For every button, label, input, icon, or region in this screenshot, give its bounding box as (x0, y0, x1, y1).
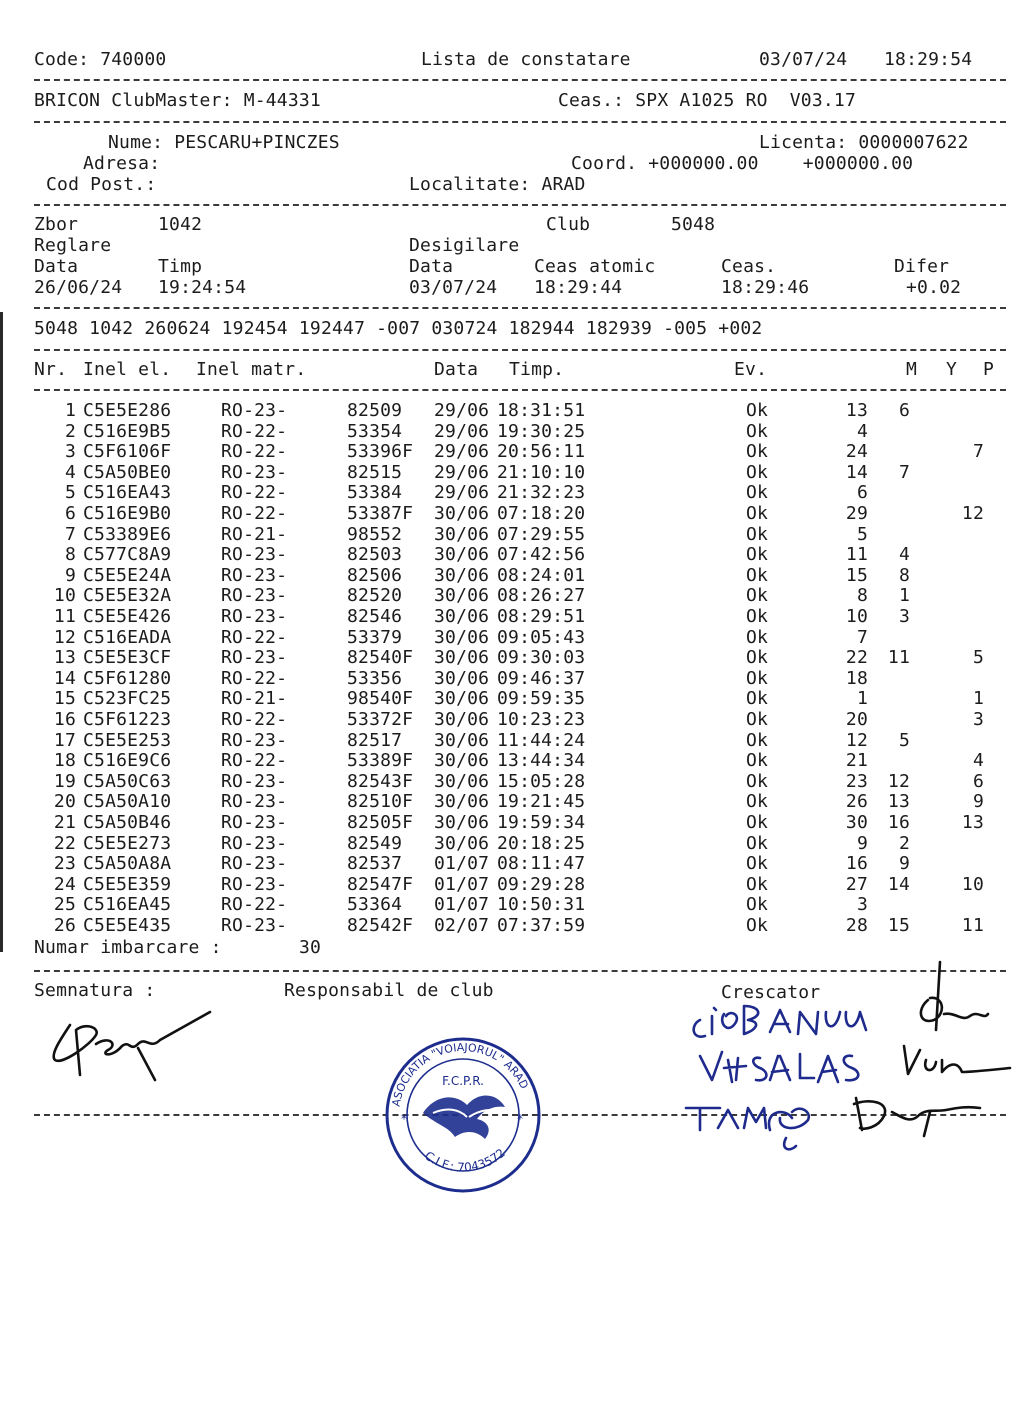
row-inel-prefix: RO-23- (221, 544, 288, 566)
row-inel-matr: 53396F (347, 441, 414, 463)
col-nr: Nr. (34, 359, 68, 380)
club-responsible-label: Responsabil de club (284, 980, 494, 1001)
row-inel-el: C5F6106F (83, 441, 172, 463)
club-stamp (387, 1039, 539, 1191)
row-inel-matr: 53389F (347, 750, 414, 772)
row-inel-el: C5E5E435 (83, 915, 172, 936)
row-inel-prefix: RO-22- (221, 626, 288, 648)
row-ev: Ok (746, 626, 769, 648)
difer-label: Difer (894, 256, 950, 277)
row-p: 9 (972, 791, 984, 813)
row-time: 08:26:27 (497, 585, 586, 607)
address-label: Adresa: (83, 153, 161, 174)
device-label: BRICON ClubMaster: M-44331 (34, 90, 321, 111)
stamp-top-text: ASOCIATIA "VOIAJORUL" ARAD (389, 1040, 531, 1108)
row-time: 08:24:01 (497, 564, 586, 586)
row-p: 4 (972, 750, 984, 772)
zbor-value: 1042 (158, 214, 203, 235)
row-inel-el: C577C8A9 (83, 544, 172, 566)
row-time: 08:29:51 (497, 606, 586, 627)
row-date: 30/06 (434, 564, 490, 586)
row-inel-matr: 82547F (347, 873, 414, 895)
row-nr: 9 (64, 564, 76, 586)
des-date: 03/07/24 (409, 277, 498, 298)
row-date: 29/06 (434, 461, 490, 483)
row-inel-el: C516EA43 (83, 482, 172, 504)
row-date: 30/06 (434, 729, 490, 751)
stamp-star-right: * (517, 1112, 523, 1126)
row-m: 1 (856, 688, 868, 710)
row-inel-prefix: RO-23- (221, 853, 288, 875)
stamp-star-left: * (401, 1112, 407, 1126)
row-ev: Ok (746, 606, 769, 627)
row-y: 12 (887, 770, 910, 792)
locality: Localitate: ARAD (409, 174, 586, 195)
numar-imbarcare-value: 30 (299, 937, 322, 958)
row-date: 30/06 (434, 585, 490, 607)
row-date: 02/07 (434, 915, 490, 936)
row-inel-el: C5E5E24A (83, 564, 172, 586)
row-date: 30/06 (434, 544, 490, 566)
row-date: 30/06 (434, 688, 490, 710)
row-time: 20:18:25 (497, 832, 586, 854)
row-inel-el: C5E5E253 (83, 729, 172, 751)
row-inel-matr: 53384 (347, 482, 403, 504)
row-y: 3 (898, 606, 910, 627)
row-p: 1 (972, 688, 984, 710)
row-inel-matr: 82542F (347, 915, 414, 936)
row-m: 22 (845, 647, 868, 669)
col-ev: Ev. (734, 359, 768, 380)
row-y: 6 (898, 400, 910, 421)
row-nr: 5 (64, 482, 76, 504)
row-ev: Ok (746, 729, 769, 751)
row-y: 8 (898, 564, 910, 586)
difer-value: +0.02 (906, 277, 962, 298)
row-inel-prefix: RO-23- (221, 564, 288, 586)
owner-name: Nume: PESCARU+PINCZES (108, 132, 340, 153)
row-date: 29/06 (434, 482, 490, 504)
col-inel-el: Inel el. (83, 359, 172, 380)
row-m: 13 (845, 400, 868, 421)
row-y: 14 (887, 873, 910, 895)
row-ev: Ok (746, 832, 769, 854)
row-nr: 15 (53, 688, 76, 710)
row-inel-prefix: RO-22- (221, 420, 288, 442)
row-inel-matr: 82515 (347, 461, 403, 483)
row-inel-el: C5E5E286 (83, 400, 172, 421)
row-ev: Ok (746, 770, 769, 792)
row-date: 30/06 (434, 812, 490, 833)
row-ev: Ok (746, 688, 769, 710)
row-nr: 4 (64, 461, 76, 483)
row-m: 20 (845, 709, 868, 730)
row-inel-matr: 53364 (347, 894, 403, 916)
row-ev: Ok (746, 812, 769, 833)
zbor-label: Zbor (34, 214, 79, 235)
row-nr: 6 (64, 503, 76, 524)
reg-time: 19:24:54 (158, 277, 247, 298)
row-inel-prefix: RO-23- (221, 791, 288, 813)
row-nr: 26 (53, 915, 76, 936)
row-inel-prefix: RO-22- (221, 750, 288, 772)
row-date: 30/06 (434, 626, 490, 648)
row-time: 09:29:28 (497, 873, 586, 895)
row-inel-matr: 82517 (347, 729, 403, 751)
clock-label: Ceas.: SPX A1025 RO V03.17 (558, 90, 856, 111)
row-ev: Ok (746, 544, 769, 566)
row-nr: 17 (53, 729, 76, 751)
row-inel-el: C5E5E273 (83, 832, 172, 854)
reg-date: 26/06/24 (34, 277, 123, 298)
reglare-label: Reglare (34, 235, 112, 256)
club-label: Club (546, 214, 591, 235)
atomic-clock-label: Ceas atomic (534, 256, 656, 277)
row-inel-el: C5F61280 (83, 667, 172, 689)
row-nr: 20 (53, 791, 76, 813)
row-date: 29/06 (434, 441, 490, 463)
row-y: 1 (898, 585, 910, 607)
row-inel-prefix: RO-23- (221, 832, 288, 854)
row-ev: Ok (746, 503, 769, 524)
row-inel-matr: 82540F (347, 647, 414, 669)
row-m: 28 (845, 915, 868, 936)
row-time: 09:46:37 (497, 667, 586, 689)
ceas-label: Ceas. (721, 256, 777, 277)
row-y: 2 (898, 832, 910, 854)
row-date: 01/07 (434, 853, 490, 875)
row-m: 6 (856, 482, 868, 504)
row-m: 3 (856, 894, 868, 916)
code-label: Code: 740000 (34, 49, 167, 70)
row-inel-prefix: RO-23- (221, 873, 288, 895)
col-p: P (983, 359, 995, 380)
row-inel-prefix: RO-22- (221, 482, 288, 504)
row-ev: Ok (746, 441, 769, 463)
row-p: 10 (961, 873, 984, 895)
row-time: 07:42:56 (497, 544, 586, 566)
row-inel-prefix: RO-21- (221, 523, 288, 545)
row-y: 4 (898, 544, 910, 566)
col-timp: Timp. (509, 359, 565, 380)
row-inel-el: C516E9B0 (83, 503, 172, 524)
row-inel-el: C5A50C63 (83, 770, 172, 792)
row-inel-prefix: RO-22- (221, 709, 288, 730)
col-data: Data (434, 359, 479, 380)
row-m: 18 (845, 667, 868, 689)
row-inel-prefix: RO-22- (221, 441, 288, 463)
row-p: 7 (972, 441, 984, 463)
row-p: 6 (972, 770, 984, 792)
row-ev: Ok (746, 750, 769, 772)
row-time: 08:11:47 (497, 853, 586, 875)
row-inel-matr: 82543F (347, 770, 414, 792)
dove-emblem-icon (423, 1095, 505, 1139)
row-inel-matr: 53387F (347, 503, 414, 524)
row-ev: Ok (746, 482, 769, 504)
row-ev: Ok (746, 667, 769, 689)
row-inel-matr: 82503 (347, 544, 403, 566)
row-date: 30/06 (434, 791, 490, 813)
row-ev: Ok (746, 523, 769, 545)
row-inel-el: C5A50B46 (83, 812, 172, 833)
row-time: 10:50:31 (497, 894, 586, 916)
row-p: 12 (961, 503, 984, 524)
row-time: 18:31:51 (497, 400, 586, 421)
row-date: 30/06 (434, 832, 490, 854)
row-y: 16 (887, 812, 910, 833)
row-p: 13 (961, 812, 984, 833)
row-m: 8 (856, 585, 868, 607)
row-time: 09:05:43 (497, 626, 586, 648)
atomic-time: 18:29:44 (534, 277, 623, 298)
license-number: Licenta: 0000007622 (759, 132, 969, 153)
signature-label: Semnatura : (34, 980, 156, 1001)
row-m: 30 (845, 812, 868, 833)
row-inel-el: C5F61223 (83, 709, 172, 730)
row-y: 9 (898, 853, 910, 875)
row-m: 26 (845, 791, 868, 813)
row-m: 14 (845, 461, 868, 483)
row-m: 4 (856, 420, 868, 442)
col-inel-matr: Inel matr. (196, 359, 307, 380)
flight-summary: 5048 1042 260624 192454 192447 -007 030724 182944 182939 -005 +002 (34, 318, 763, 339)
row-nr: 11 (53, 606, 76, 627)
row-inel-matr: 53354 (347, 420, 403, 442)
row-m: 10 (845, 606, 868, 627)
row-inel-prefix: RO-23- (221, 729, 288, 751)
numar-imbarcare-label: Numar imbarcare : (34, 937, 222, 958)
row-ev: Ok (746, 709, 769, 730)
crescator-names (686, 1006, 866, 1149)
row-date: 30/06 (434, 667, 490, 689)
reg-data-label: Data (34, 256, 79, 277)
row-inel-el: C516E9C6 (83, 750, 172, 772)
row-date: 30/06 (434, 523, 490, 545)
row-inel-el: C5E5E32A (83, 585, 172, 607)
row-time: 21:10:10 (497, 461, 586, 483)
row-date: 30/06 (434, 750, 490, 772)
row-inel-matr: 82520 (347, 585, 403, 607)
row-date: 01/07 (434, 873, 490, 895)
row-nr: 21 (53, 812, 76, 833)
row-inel-prefix: RO-23- (221, 400, 288, 421)
row-m: 27 (845, 873, 868, 895)
row-inel-prefix: RO-21- (221, 688, 288, 710)
row-inel-prefix: RO-22- (221, 894, 288, 916)
postal-code-label: Cod Post.: (46, 174, 157, 195)
ceas-time: 18:29:46 (721, 277, 810, 298)
club-value: 5048 (671, 214, 716, 235)
row-time: 15:05:28 (497, 770, 586, 792)
row-date: 30/06 (434, 503, 490, 524)
row-nr: 10 (53, 585, 76, 607)
row-inel-prefix: RO-23- (221, 606, 288, 627)
row-y: 11 (887, 647, 910, 669)
row-inel-el: C53389E6 (83, 523, 172, 545)
row-inel-prefix: RO-23- (221, 585, 288, 607)
header-time: 18:29:54 (884, 49, 973, 70)
row-inel-matr: 82549 (347, 832, 403, 854)
row-inel-el: C5E5E426 (83, 606, 172, 627)
breeder-label: Crescator (721, 982, 821, 1003)
row-inel-prefix: RO-23- (221, 915, 288, 936)
row-inel-matr: 53356 (347, 667, 403, 689)
row-inel-matr: 53372F (347, 709, 414, 730)
row-date: 30/06 (434, 709, 490, 730)
row-nr: 2 (64, 420, 76, 442)
row-nr: 19 (53, 770, 76, 792)
row-m: 21 (845, 750, 868, 772)
crescator-signatures (854, 962, 1010, 1136)
row-ev: Ok (746, 647, 769, 669)
row-ev: Ok (746, 915, 769, 936)
row-date: 30/06 (434, 770, 490, 792)
row-inel-matr: 53379 (347, 626, 403, 648)
coordinates: Coord. +000000.00 +000000.00 (571, 153, 914, 174)
row-nr: 24 (53, 873, 76, 895)
reg-timp-label: Timp (158, 256, 203, 277)
row-time: 19:21:45 (497, 791, 586, 813)
row-date: 29/06 (434, 420, 490, 442)
stamp-middle-text: F.C.P.R. (442, 1074, 484, 1088)
row-inel-el: C523FC25 (83, 688, 172, 710)
row-ev: Ok (746, 791, 769, 813)
row-m: 11 (845, 544, 868, 566)
des-data-label: Data (409, 256, 454, 277)
row-nr: 8 (64, 544, 76, 566)
row-m: 9 (856, 832, 868, 854)
row-inel-prefix: RO-23- (221, 812, 288, 833)
desigilare-label: Desigilare (409, 235, 520, 256)
row-nr: 12 (53, 626, 76, 648)
row-y: 13 (887, 791, 910, 813)
row-time: 11:44:24 (497, 729, 586, 751)
row-time: 20:56:11 (497, 441, 586, 463)
row-ev: Ok (746, 853, 769, 875)
row-ev: Ok (746, 461, 769, 483)
row-ev: Ok (746, 873, 769, 895)
document-title: Lista de constatare (421, 49, 631, 70)
row-inel-el: C5E5E359 (83, 873, 172, 895)
row-nr: 23 (53, 853, 76, 875)
row-inel-matr: 98552 (347, 523, 403, 545)
row-time: 07:37:59 (497, 915, 586, 936)
row-y: 15 (887, 915, 910, 936)
row-ev: Ok (746, 564, 769, 586)
row-inel-matr: 82506 (347, 564, 403, 586)
row-inel-matr: 82505F (347, 812, 414, 833)
row-time: 13:44:34 (497, 750, 586, 772)
header-date: 03/07/24 (759, 49, 848, 70)
row-nr: 1 (64, 400, 76, 421)
semnatura-signature (54, 1012, 210, 1080)
row-m: 15 (845, 564, 868, 586)
row-p: 3 (972, 709, 984, 730)
row-nr: 22 (53, 832, 76, 854)
row-inel-matr: 82537 (347, 853, 403, 875)
stamp-bottom-text: C.I.F.: 7043572 (421, 1145, 508, 1175)
row-inel-prefix: RO-22- (221, 667, 288, 689)
row-m: 5 (856, 523, 868, 545)
row-time: 07:18:20 (497, 503, 586, 524)
row-nr: 7 (64, 523, 76, 545)
row-p: 5 (972, 647, 984, 669)
row-time: 09:59:35 (497, 688, 586, 710)
row-time: 10:23:23 (497, 709, 586, 730)
row-nr: 14 (53, 667, 76, 689)
row-ev: Ok (746, 894, 769, 916)
row-inel-prefix: RO-22- (221, 503, 288, 524)
row-inel-el: C5E5E3CF (83, 647, 172, 669)
row-inel-prefix: RO-23- (221, 647, 288, 669)
row-inel-el: C516E9B5 (83, 420, 172, 442)
row-inel-el: C516EADA (83, 626, 172, 648)
row-date: 29/06 (434, 400, 490, 421)
row-inel-el: C5A50BE0 (83, 461, 172, 483)
row-time: 07:29:55 (497, 523, 586, 545)
row-p: 11 (961, 915, 984, 936)
row-date: 01/07 (434, 894, 490, 916)
row-m: 29 (845, 503, 868, 524)
row-y: 5 (898, 729, 910, 751)
col-y: Y (946, 359, 958, 380)
row-nr: 16 (53, 709, 76, 730)
row-time: 19:59:34 (497, 812, 586, 833)
row-inel-matr: 82510F (347, 791, 414, 813)
row-inel-matr: 98540F (347, 688, 414, 710)
row-ev: Ok (746, 400, 769, 421)
row-m: 24 (845, 441, 868, 463)
row-inel-prefix: RO-23- (221, 461, 288, 483)
row-inel-prefix: RO-23- (221, 770, 288, 792)
row-ev: Ok (746, 420, 769, 442)
row-m: 12 (845, 729, 868, 751)
row-inel-el: C5A50A10 (83, 791, 172, 813)
col-m: M (906, 359, 918, 380)
row-date: 30/06 (434, 606, 490, 627)
row-nr: 25 (53, 894, 76, 916)
row-inel-el: C516EA45 (83, 894, 172, 916)
row-m: 23 (845, 770, 868, 792)
row-m: 7 (856, 626, 868, 648)
row-nr: 13 (53, 647, 76, 669)
row-inel-matr: 82509 (347, 400, 403, 421)
row-ev: Ok (746, 585, 769, 607)
row-time: 09:30:03 (497, 647, 586, 669)
row-inel-el: C5A50A8A (83, 853, 172, 875)
row-date: 30/06 (434, 647, 490, 669)
row-time: 21:32:23 (497, 482, 586, 504)
row-m: 16 (845, 853, 868, 875)
row-nr: 3 (64, 441, 76, 463)
row-inel-matr: 82546 (347, 606, 403, 627)
row-nr: 18 (53, 750, 76, 772)
row-y: 7 (898, 461, 910, 483)
row-time: 19:30:25 (497, 420, 586, 442)
